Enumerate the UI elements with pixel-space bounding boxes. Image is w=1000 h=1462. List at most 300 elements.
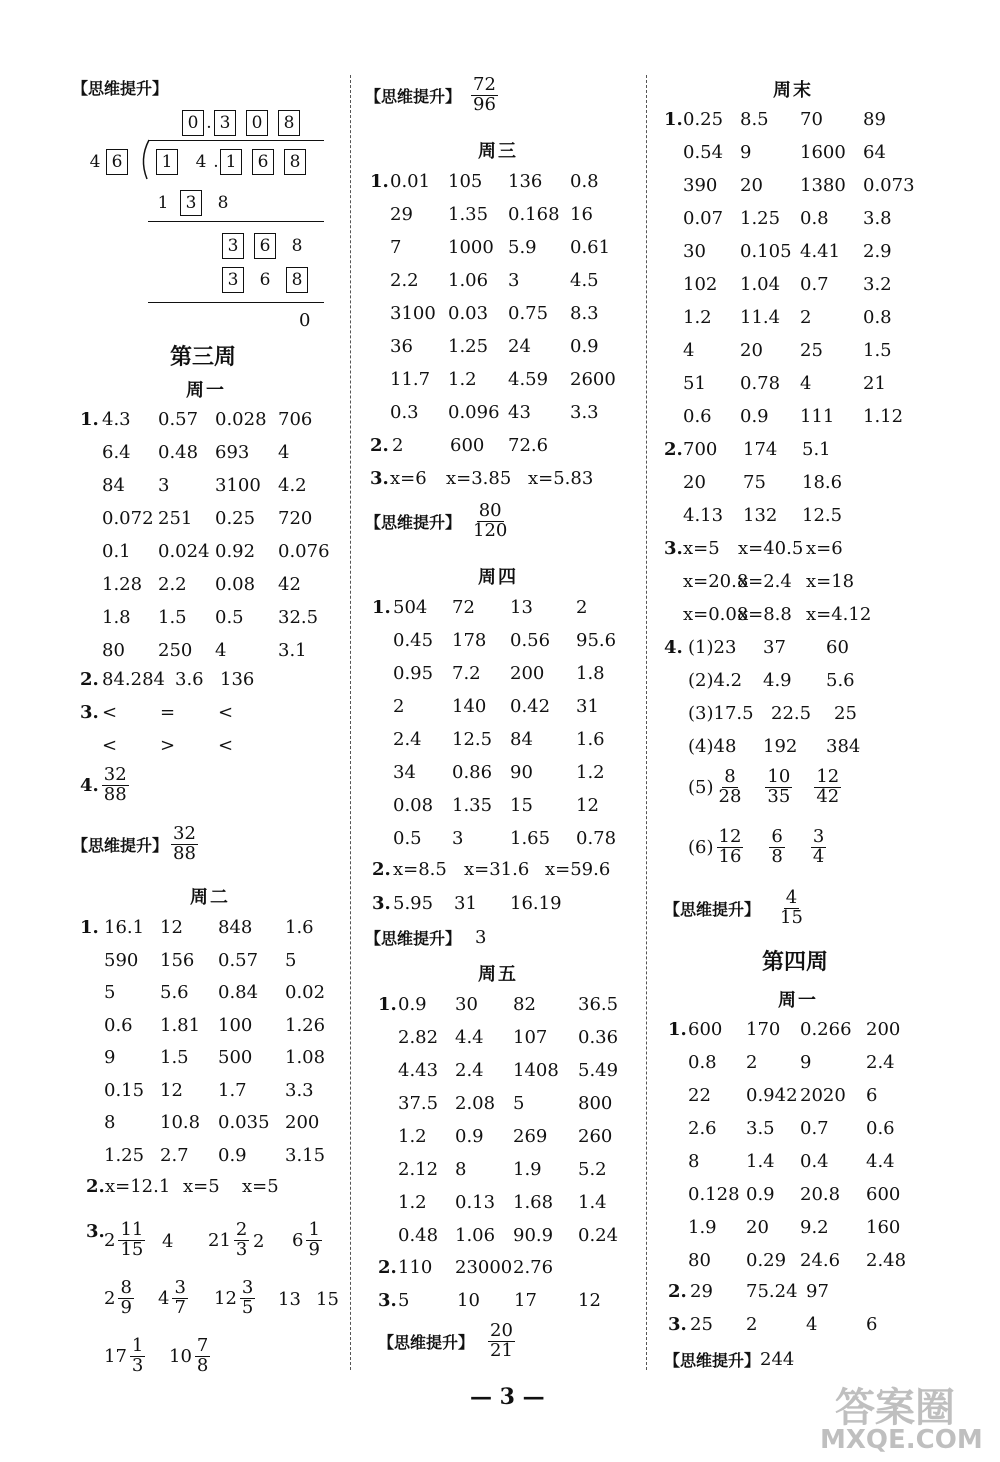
answer-cell: x=20.8 — [683, 571, 749, 592]
answer-cell: 0.035 — [218, 1112, 270, 1133]
whole-part: 2 — [104, 1229, 116, 1251]
answer-cell: 3 — [508, 270, 520, 291]
week-title-3: 第三周 — [170, 344, 237, 370]
answer-cell: 0.03 — [448, 303, 489, 324]
answer-cell: 0.48 — [398, 1225, 439, 1246]
answer-cell: 20 — [746, 1217, 769, 1238]
answer-cell: 36.5 — [578, 994, 619, 1015]
answer-cell: 82 — [513, 994, 536, 1015]
answer-cell: 7 — [390, 237, 402, 258]
q1-number: 3. — [664, 538, 683, 559]
answer-cell: 102 — [683, 274, 718, 295]
answer-cell: 0.57 — [158, 409, 199, 430]
answer-cell: 1.7 — [218, 1079, 247, 1101]
q4-number: 4. — [80, 774, 99, 796]
answer-cell: 1.65 — [510, 828, 551, 849]
division-digit: 8 — [284, 149, 306, 175]
answer: 4 — [806, 1314, 818, 1335]
answer: 23000 — [455, 1257, 513, 1278]
answer-cell: 8.3 — [570, 303, 599, 324]
answer-cell: 0.168 — [508, 204, 560, 225]
answer-cell: 3 — [452, 828, 464, 849]
division-digit: 0 — [182, 110, 204, 136]
answer-cell: 0.48 — [158, 442, 199, 463]
answer-cell: 0.08 — [215, 574, 256, 595]
answer-cell: 12 — [160, 917, 183, 938]
whole-part: 15 — [316, 1289, 339, 1310]
answer-cell: 504 — [393, 597, 428, 618]
q3-number: 3. — [372, 893, 391, 914]
answer-cell: 0.128 — [688, 1184, 740, 1205]
answer-cell: 0.13 — [455, 1192, 496, 1213]
answer-cell: 200 — [866, 1019, 901, 1040]
answer-cell: 4.41 — [800, 241, 841, 262]
think-title: 【思维提升】 — [365, 86, 462, 106]
mixed-number — [208, 1221, 252, 1260]
answer-cell: 0.92 — [215, 541, 256, 562]
answer-cell: 2 — [800, 307, 812, 328]
division-digit: 8 — [286, 267, 308, 293]
answer-cell: 0.076 — [278, 541, 330, 562]
q1-number: 1. — [80, 917, 99, 938]
answer-cell: 24 — [508, 336, 531, 357]
answer-cell: 2.4 — [455, 1060, 484, 1081]
answer-cell: 2 — [576, 597, 588, 618]
answer-cell: 0.24 — [578, 1225, 619, 1246]
answer-cell: x=18 — [806, 571, 855, 592]
answer-cell: 51 — [683, 373, 706, 394]
answer: x=5 — [183, 1176, 220, 1197]
answer-cell: 0.57 — [218, 949, 259, 971]
answer-cell: 4.2 — [278, 475, 307, 496]
answer-cell: 4.13 — [683, 505, 724, 526]
answer-cell: 2 — [746, 1052, 758, 1073]
q1-number: 1. — [378, 994, 397, 1015]
answer-cell: 2.2 — [158, 574, 187, 595]
whole-part: 21 — [208, 1229, 231, 1251]
answer-cell: 0.073 — [863, 175, 915, 196]
think-title: 【思维提升】 — [72, 79, 169, 98]
day-title-mon-w4: 周一 — [778, 990, 818, 1011]
answer-cell: 1.04 — [740, 274, 781, 295]
division-digit: 8 — [217, 193, 229, 213]
answer-cell: 3.15 — [285, 1144, 326, 1166]
answer-cell: 2.7 — [160, 1144, 189, 1166]
answer-cell: 37.5 — [398, 1093, 439, 1114]
answer-cell: 15 — [510, 795, 533, 816]
division-digit: 3 — [222, 267, 244, 293]
answer: 2 — [392, 435, 404, 456]
answer-cell: 4 — [278, 442, 290, 463]
answer-cell: 251 — [158, 508, 193, 529]
q2-number: 2. — [668, 1281, 687, 1302]
answer-cell: 16 — [570, 204, 593, 225]
division-digit: 3 — [222, 233, 244, 259]
answer-cell: 5.49 — [578, 1060, 619, 1081]
whole-part: 13 — [278, 1289, 301, 1310]
answer-cell: 174 — [743, 439, 778, 460]
answer-cell: 21 — [863, 373, 886, 394]
answer-cell: 269 — [513, 1126, 548, 1147]
answer-cell: (4)48 — [688, 736, 737, 757]
answer: x=12.1 — [105, 1176, 171, 1197]
page-number: — 3 — — [470, 1384, 545, 1410]
answer-cell: 0.9 — [740, 406, 769, 427]
fraction: $\frac{3}{7}$ — [174, 1277, 186, 1318]
answer-cell: 70 — [800, 109, 823, 130]
answer: x=5.83 — [528, 468, 594, 489]
answer-cell: 2.12 — [398, 1159, 439, 1180]
answer-cell: 5.9 — [508, 237, 537, 258]
answer-cell: 170 — [746, 1019, 781, 1040]
answer-cell: 11.4 — [740, 307, 781, 328]
answer-cell: 4 — [800, 373, 812, 394]
answer-cell: x=5 — [683, 538, 720, 559]
answer — [278, 1289, 301, 1310]
answer: 75.24 — [746, 1281, 798, 1302]
think-answer — [378, 1322, 518, 1361]
answer-cell: 1.06 — [448, 270, 489, 291]
answer-cell: 390 — [683, 175, 718, 196]
answer: 2 — [746, 1314, 758, 1335]
answer-cell: 0.3 — [390, 402, 419, 423]
answer-cell: 6.4 — [102, 442, 131, 463]
answer-cell: 136 — [508, 171, 543, 192]
watermark-url: MXQE.COM — [820, 1425, 983, 1455]
q1-number: 1. — [80, 409, 99, 430]
day-title-weekend: 周末 — [773, 80, 813, 101]
answer-cell: 848 — [218, 917, 253, 938]
answer: 31 — [454, 893, 477, 914]
answer-cell: 600 — [866, 1184, 901, 1205]
answer-cell: 0.45 — [393, 630, 434, 651]
answer-cell: 0.6 — [866, 1118, 895, 1139]
answer: 10 — [457, 1290, 480, 1311]
answer-cell: 10.8 — [160, 1112, 201, 1133]
fraction: $\frac{20}{21}$ — [490, 1320, 513, 1361]
answer-cell: 9 — [740, 142, 752, 163]
answer-cell: 4.43 — [398, 1060, 439, 1081]
answer: < — [218, 735, 234, 756]
answer-cell: x=4.12 — [806, 604, 872, 625]
answer-cell: 1.35 — [448, 204, 489, 225]
answer-cell: 0.8 — [688, 1052, 717, 1073]
division-quotient — [182, 110, 300, 136]
day-title-wed: 周三 — [478, 141, 518, 162]
fraction: $\frac{8}{9}$ — [120, 1277, 132, 1318]
answer: 5.95 — [393, 893, 434, 914]
division-digit: 8 — [291, 236, 303, 256]
answer-cell: 700 — [683, 439, 718, 460]
answer-cell: 29 — [390, 204, 413, 225]
think-answer — [72, 825, 201, 864]
division-digit: 4 — [195, 152, 207, 172]
answer-cell: 36 — [390, 336, 413, 357]
answer: > — [160, 735, 176, 756]
answer-cell: 9 — [800, 1052, 812, 1073]
division-digit: 3 — [180, 190, 202, 216]
division-digit: 8 — [278, 110, 300, 136]
answer-cell: 1.5 — [863, 340, 892, 361]
division-bracket — [136, 139, 152, 181]
fraction: $\frac{3}{5}$ — [241, 1277, 254, 1318]
division-digit: 1 — [220, 149, 242, 175]
answer: x=8.5 — [393, 859, 447, 880]
fraction: $\frac{32}{88}$ — [173, 823, 196, 864]
answer-cell: 3 — [158, 475, 170, 496]
q3-number: 3. — [370, 468, 389, 489]
answer-cell: 1380 — [800, 175, 846, 196]
answer-cell: 0.78 — [740, 373, 781, 394]
answer-cell: 5 — [513, 1093, 525, 1114]
answer-cell: 30 — [455, 994, 478, 1015]
answer-cell: 0.5 — [393, 828, 422, 849]
q1-number: 1. — [370, 171, 389, 192]
answer-cell: 4.4 — [455, 1027, 484, 1048]
label: (6) — [688, 836, 714, 858]
answer-cell: 24.6 — [800, 1250, 841, 1271]
answer-cell: 4.59 — [508, 369, 549, 390]
answer-cell: 800 — [578, 1093, 613, 1114]
answer-cell: 192 — [763, 736, 798, 757]
answer-cell: 2.2 — [390, 270, 419, 291]
answer: 12 — [578, 1290, 601, 1311]
answer: x=5 — [242, 1176, 279, 1197]
answer-cell: 2.82 — [398, 1027, 439, 1048]
answer-cell: 64 — [863, 142, 886, 163]
q2-number: 2. — [378, 1257, 397, 1278]
answer-cell: 31 — [576, 696, 599, 717]
answer-cell: 0.266 — [800, 1019, 852, 1040]
answer-cell: 20.8 — [800, 1184, 841, 1205]
fraction: $\frac{1}{3}$ — [131, 1335, 144, 1376]
answer-cell: 89 — [863, 109, 886, 130]
answer-cell: 0.25 — [215, 508, 256, 529]
answer-cell: 6 — [866, 1085, 878, 1106]
answer-cell: 4.5 — [570, 270, 599, 291]
answer-cell: 11.7 — [390, 369, 431, 390]
answer-cell: 0.15 — [104, 1079, 145, 1101]
answer-cell: 0.942 — [746, 1085, 798, 1106]
answer-cell: 3.8 — [863, 208, 892, 229]
answer: x=31.6 — [464, 859, 530, 880]
answer-cell: 0.61 — [570, 237, 611, 258]
division-step-2 — [222, 233, 308, 259]
answer-cell: (2)4.2 — [688, 670, 743, 691]
q2-number: 2. — [86, 1176, 105, 1197]
division-digit: 4 — [89, 152, 101, 172]
answer-cell: 8.5 — [740, 109, 769, 130]
q1-number: 2. — [664, 439, 683, 460]
answer-cell: 1.5 — [160, 1047, 189, 1068]
answer — [162, 1231, 173, 1252]
q2-number: 2. — [80, 669, 99, 690]
division-remainder: 0 — [299, 310, 311, 331]
answer-cell: x=6 — [806, 538, 843, 559]
label: (5) — [688, 776, 714, 798]
answer-cell: 0.01 — [390, 171, 431, 192]
answer-cell: 22.5 — [771, 703, 812, 724]
answer-cell: 9.2 — [800, 1217, 829, 1238]
q4-number: 4. — [664, 637, 683, 658]
answer-cell: 90 — [510, 762, 533, 783]
answer-cell: 1.6 — [576, 729, 605, 750]
answer-cell: 12 — [160, 1079, 183, 1101]
answer-cell: 2.48 — [866, 1250, 907, 1271]
answer-cell: 1.2 — [576, 762, 605, 783]
answer-cell: 706 — [278, 409, 313, 430]
answer-cell: 84 — [510, 729, 533, 750]
fraction: $\frac{80}{120}$ — [473, 500, 508, 541]
answer-cell: 2600 — [570, 369, 616, 390]
answer-cell: 0.78 — [576, 828, 617, 849]
answer-cell: 0.6 — [683, 406, 712, 427]
answer-cell: 90.9 — [513, 1225, 554, 1246]
answer-cell: 105 — [448, 171, 483, 192]
division-point: . — [213, 152, 219, 172]
answer-cell: 43 — [508, 402, 531, 423]
whole-part: 2 — [253, 1231, 265, 1252]
answer-cell: 9 — [104, 1047, 116, 1068]
division-dividend — [156, 149, 306, 175]
answer-cell: 1600 — [800, 142, 846, 163]
answer: 25 — [690, 1314, 713, 1335]
answer-cell: 0.9 — [218, 1144, 247, 1166]
mixed-number — [214, 1279, 258, 1318]
answer-cell: 0.8 — [863, 307, 892, 328]
answer-cell: 111 — [800, 406, 835, 427]
answer-cell: 160 — [866, 1217, 901, 1238]
whole-part: 2 — [104, 1287, 116, 1309]
answer-cell: (1)23 — [688, 637, 737, 658]
think-title: 【思维提升】 — [664, 899, 761, 919]
answer: 5 — [398, 1290, 410, 1311]
answer-cell: 20 — [683, 472, 706, 493]
answer-cell: 2.9 — [863, 241, 892, 262]
answer-cell: 1.2 — [398, 1126, 427, 1147]
answer-cell: 34 — [393, 762, 416, 783]
answer-cell: 0.02 — [285, 982, 326, 1003]
answer: < — [102, 702, 118, 723]
answer — [253, 1231, 264, 1252]
answer-cell: 8 — [688, 1151, 700, 1172]
q3-number: 3. — [668, 1314, 687, 1335]
answer-cell: 75 — [743, 472, 766, 493]
q4-6 — [688, 828, 829, 867]
q4-answer — [80, 766, 132, 805]
whole-part: 10 — [169, 1345, 192, 1367]
answer-cell: 1.35 — [452, 795, 493, 816]
answer-cell: 384 — [826, 736, 861, 757]
q1-number: 1. — [664, 109, 683, 130]
answer-cell: 100 — [218, 1014, 253, 1036]
answer-cell: 80 — [102, 640, 125, 661]
answer-cell: 0.56 — [510, 630, 551, 651]
answer-cell: 20 — [740, 175, 763, 196]
answer-cell: 8 — [104, 1112, 116, 1133]
answer-cell: 1.9 — [513, 1159, 542, 1180]
answer-cell: 140 — [452, 696, 487, 717]
answer: = — [160, 702, 176, 723]
division-divisor — [84, 149, 128, 175]
answer: 2.76 — [513, 1257, 554, 1278]
think-title: 【思维提升】 — [72, 835, 169, 855]
division-line — [148, 221, 324, 222]
answer-cell: 1.68 — [513, 1192, 554, 1213]
answer-cell: 0.25 — [683, 109, 724, 130]
answer-cell: 0.9 — [570, 336, 599, 357]
answer: 3.6 — [175, 669, 204, 690]
answer-cell: 0.42 — [510, 696, 551, 717]
division-digit: 6 — [259, 270, 271, 290]
answer-cell: 2020 — [800, 1085, 846, 1106]
division-digit: 0 — [246, 110, 268, 136]
think-answer — [365, 76, 501, 115]
answer-cell: 178 — [452, 630, 487, 651]
fraction: $\frac{3}{4}$ — [812, 826, 825, 867]
think-answer — [664, 1348, 794, 1371]
fraction: $\frac{4}{15}$ — [780, 887, 803, 928]
answer-cell: x=8.8 — [738, 604, 792, 625]
answer-cell: 16.1 — [104, 917, 145, 938]
answer: 244 — [760, 1349, 795, 1370]
answer-cell: 260 — [578, 1126, 613, 1147]
answer-cell: 156 — [160, 949, 195, 971]
answer-cell: 0.95 — [393, 663, 434, 684]
answer-cell: 0.29 — [746, 1250, 787, 1271]
division-digit: 6 — [254, 233, 276, 259]
answer-cell: (3)17.5 — [688, 703, 754, 724]
answer-cell: 1.8 — [102, 607, 131, 628]
answer-cell: 18.6 — [802, 472, 843, 493]
answer-cell: 1.6 — [285, 917, 314, 938]
answer-cell: 590 — [104, 949, 139, 971]
answer-cell: 84 — [102, 475, 125, 496]
answer: 110 — [398, 1257, 433, 1278]
whole-part: 4 — [162, 1231, 174, 1252]
answer-cell: 4.9 — [763, 670, 792, 691]
division-digit: 1 — [157, 193, 169, 213]
answer-cell: 5 — [285, 949, 297, 971]
answer-cell: 0.8 — [800, 208, 829, 229]
answer-cell: 0.9 — [398, 994, 427, 1015]
answer-cell: 1.08 — [285, 1047, 326, 1068]
answer-cell: 600 — [688, 1019, 723, 1040]
answer-cell: 95.6 — [576, 630, 617, 651]
answer-cell: 0.75 — [508, 303, 549, 324]
q4-5 — [688, 768, 844, 807]
answer-cell: 72 — [452, 597, 475, 618]
answer-cell: 7.2 — [452, 663, 481, 684]
answer-cell: 0.096 — [448, 402, 500, 423]
answer-cell: 3.2 — [863, 274, 892, 295]
answer-cell: 1.4 — [578, 1192, 607, 1213]
answer-cell: 0.4 — [800, 1151, 829, 1172]
mixed-number — [292, 1221, 325, 1260]
answer-cell: x=40.5 — [738, 538, 804, 559]
answer-cell: 0.7 — [800, 274, 829, 295]
division-step-1 — [152, 190, 234, 216]
answer-cell: 3.5 — [746, 1118, 775, 1139]
answer-cell: 1.81 — [160, 1014, 201, 1036]
answer-cell: 1.2 — [683, 307, 712, 328]
answer-cell: 60 — [826, 637, 849, 658]
answer-cell: 0.028 — [215, 409, 267, 430]
answer-cell: 1.06 — [455, 1225, 496, 1246]
answer-cell: 1.25 — [740, 208, 781, 229]
answer-cell: 1.25 — [448, 336, 489, 357]
fraction: $\frac{6}{8}$ — [771, 826, 783, 867]
